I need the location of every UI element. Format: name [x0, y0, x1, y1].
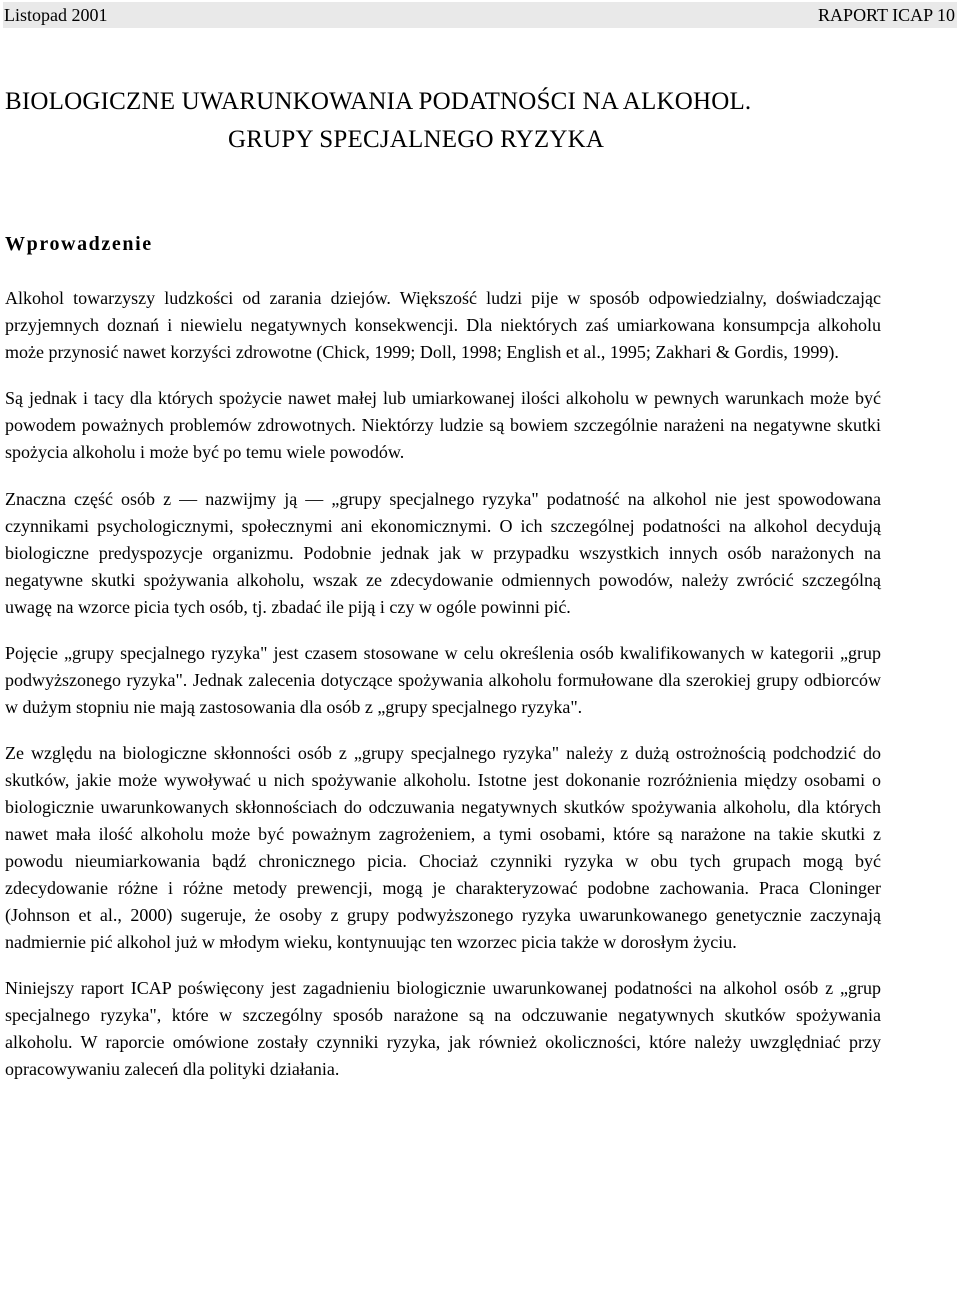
paragraph-6: Niniejszy raport ICAP poświęcony jest zagadnieniu biologicznie uwarunkowanej podatności na alkohol osób z „grup specjalnego ryzyka", które w szczególny sposób narażone są na odczuwanie negatywnych skutków spożywania alkoholu. W raporcie omówione zostały czynniki ryzyka, jak również okoliczności, które należy uwzględniać przy opracowywaniu zaleceń dla polityki działania. [5, 978, 881, 1079]
section-heading-introduction: Wprowadzenie [5, 233, 153, 255]
header-report-number: RAPORT ICAP 10 [818, 5, 955, 25]
running-header [3, 2, 957, 28]
title-line-2: GRUPY SPECJALNEGO RYZYKA [228, 126, 605, 153]
title-line-1: BIOLOGICZNE UWARUNKOWANIA PODATNOŚCI NA ALKOHOL. [5, 88, 752, 115]
document-body [5, 285, 881, 1102]
header-date: Listopad 2001 [4, 5, 108, 25]
paragraph-3: Znaczna część osób z — nazwijmy ją — „grupy specjalnego ryzyka" podatność na alkohol nie jest spowodowana czynnikami psychologicznymi, społecznymi ani ekonomicznymi. O ich szczególnej podatności na alkohol decydują biologiczne predyspozycje organizmu. Podobnie jednak jak w przypadku wszystkich innych osób narażonych na negatywne skutki spożywania alkoholu, wszak ze zdecydowanie odmiennych powodów, należy zwrócić szczególną uwagę na wzorce picia tych osób, tj. zbadać ile piją i czy w ogóle powinni pić. [5, 489, 881, 617]
paragraph-5: Ze względu na biologiczne skłonności osób z „grupy specjalnego ryzyka" należy z dużą ostrożnością podchodzić do skutków, jakie może wywoływać u nich spożywanie alkoholu. Istotne jest dokonanie rozróżnienia między osobami o biologicznie uwarunkowanych skłonnościach do odczuwania negatywnych skutków spożywania alkoholu, dla których nawet mała ilość alkoholu może być poważnym zagrożeniem, a tymi osobami, które są narażone na takie skutki z powodu nieumiarkowania bądź chronicznego picia. Chociaż czynniki ryzyka w obu tych grupach mogą być zdecydowanie różne i różne metody prewencji, mogą je charakteryzować podobne zachowania. Praca Cloninger (Johnson et al., 2000) sugeruje, że osoby z grupy podwyższonego ryzyka uwarunkowanego genetycznie zaczynają nadmiernie pić alkohol już w młodym wieku, kontynuując ten wzorzec picia także w dorosłym życiu. [5, 743, 881, 952]
paragraph-4: Pojęcie „grupy specjalnego ryzyka" jest czasem stosowane w celu określenia osób kwalifikowanych w kategorii „grup podwyższonego ryzyka". Jednak zalecenia dotyczące spożywania alkoholu formułowane dla szerokiej grupy odbiorców w dużym stopniu nie mają zastosowania dla osób z „grupy specjalnego ryzyka". [5, 643, 881, 717]
document-title [5, 83, 945, 159]
paragraph-2: Są jednak i tacy dla których spożycie nawet małej lub umiarkowanej ilości alkoholu w pewnych warunkach może być powodem poważnych problemów zdrowotnych. Niektórzy ludzie są bowiem szczególnie narażeni na negatywne skutki spożycia alkoholu i może być po temu wiele powodów. [5, 388, 881, 462]
paragraph-1: Alkohol towarzyszy ludzkości od zarania dziejów. Większość ludzi pije w sposób odpowiedzialny, doświadczając przyjemnych doznań i niewielu negatywnych konsekwencji. Dla niektórych zaś umiarkowana konsumpcja alkoholu może przynosić nawet korzyści zdrowotne (Chick, 1999; Doll, 1998; English et al., 1995; Zakhari & Gordis, 1999). [5, 288, 881, 362]
